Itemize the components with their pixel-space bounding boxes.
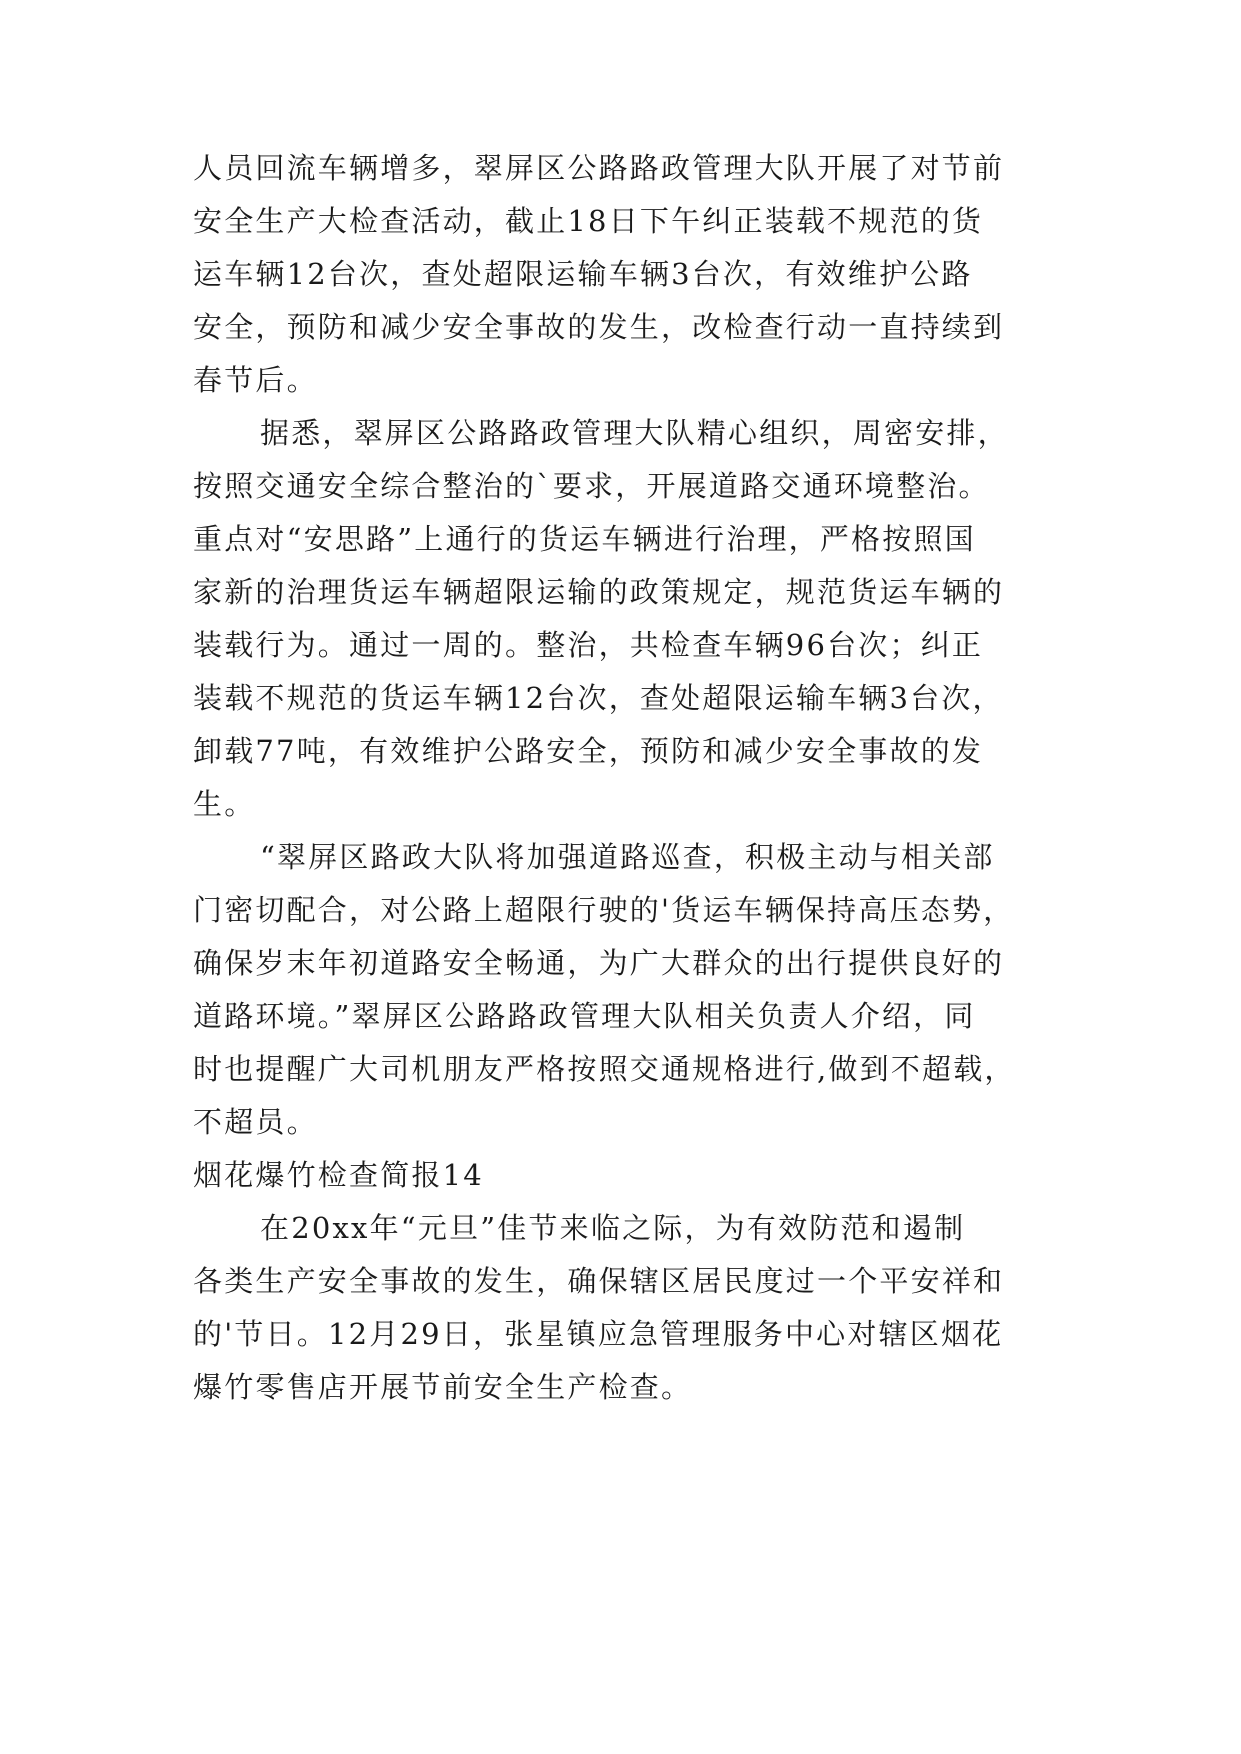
text-line: 人员回流车辆增多，翠屏区公路路政管理大队开展了对节前 xyxy=(193,151,1005,185)
paragraph-first-line: 据悉，翠屏区公路路政管理大队精心组织，周密安排， xyxy=(260,416,1009,450)
text-line: 装载行为。通过一周的。整治，共检查车辆96台次；纠正 xyxy=(193,628,984,662)
text-line: 不超员。 xyxy=(193,1105,318,1139)
text-line: 时也提醒广大司机朋友严格按照交通规格进行,做到不超载， xyxy=(193,1052,1016,1086)
text-line: 各类生产安全事故的发生，确保辖区居民度过一个平安祥和 xyxy=(193,1264,1005,1298)
text-line: 生。 xyxy=(193,787,256,821)
text-line: 道路环境。”翠屏区公路路政管理大队相关负责人介绍，同 xyxy=(193,999,976,1033)
text-line: 的'节日。12月29日，张星镇应急管理服务中心对辖区烟花 xyxy=(193,1317,1004,1351)
section-heading: 烟花爆竹检查简报14 xyxy=(193,1158,484,1192)
paragraph-first-line: “翠屏区路政大队将加强道路巡查，积极主动与相关部 xyxy=(260,840,995,874)
text-line: 重点对“安思路”上通行的货运车辆进行治理，严格按照国 xyxy=(193,522,976,556)
paragraph-first-line: 在20xx年“元旦”佳节来临之际，为有效防范和遏制 xyxy=(260,1211,966,1245)
text-line: 卸载77吨，有效维护公路安全，预防和减少安全事故的发 xyxy=(193,734,984,768)
text-line: 运车辆12台次，查处超限运输车辆3台次，有效维护公路 xyxy=(193,257,973,291)
text-line: 爆竹零售店开展节前安全生产检查。 xyxy=(193,1370,693,1404)
text-line: 按照交通安全综合整治的`要求，开展道路交通环境整治。 xyxy=(193,469,990,503)
text-line: 确保岁末年初道路安全畅通，为广大群众的出行提供良好的 xyxy=(193,946,1005,980)
text-line: 安全生产大检查活动，截止18日下午纠正装载不规范的货 xyxy=(193,204,984,238)
text-line: 安全，预防和减少安全事故的发生，改检查行动一直持续到 xyxy=(193,310,1005,344)
text-line: 家新的治理货运车辆超限运输的政策规定，规范货运车辆的 xyxy=(193,575,1005,609)
text-line: 门密切配合，对公路上超限行驶的'货运车辆保持高压态势， xyxy=(193,893,1015,927)
text-line: 装载不规范的货运车辆12台次，查处超限运输车辆3台次， xyxy=(193,681,1004,715)
text-line: 春节后。 xyxy=(193,363,318,397)
